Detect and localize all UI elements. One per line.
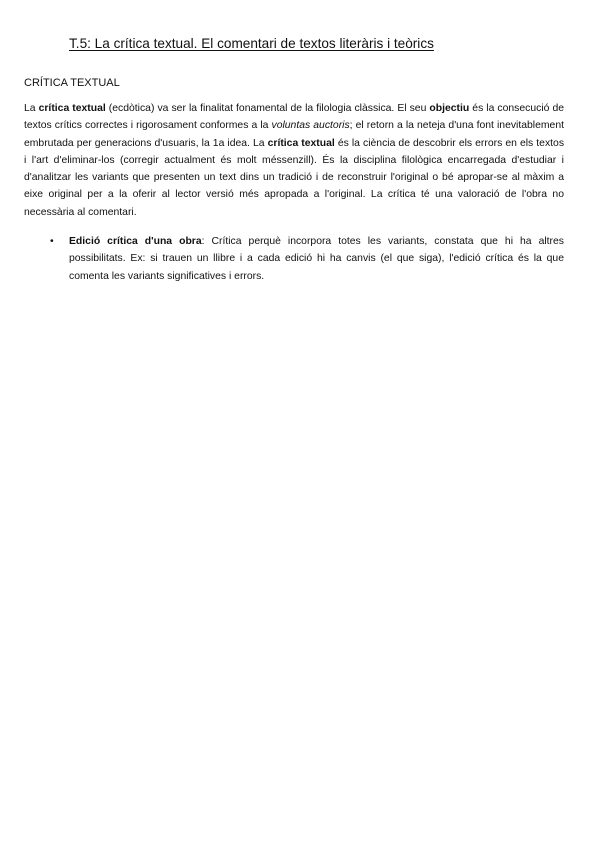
paragraph-text: és la consecució de textos crítics correctes i rigorosament conformes a la [24,103,564,132]
paragraph-text: ; el retorn a la neteja d'una font inevitablement embrutada per generacions d'usuaris, la 1a idea. La [24,120,564,149]
list-item-text: : Crítica perquè incorpora totes les variants, constata que hi ha altres possibilitats. Ex: si trauen un llibre i a cada edició hi ha canvis (el que siga), l'edició crítica és la que comenta les variants significatives i errors. [69,236,564,282]
body-paragraph [24,100,564,221]
paragraph-text: La [24,103,39,114]
paragraph-bold-term: objectiu [429,103,470,114]
bullet-list [50,233,564,285]
paragraph-italic-term: voluntas auctoris [271,120,350,132]
bullet-icon: • [50,236,54,247]
page-title: T.5: La crítica textual. El comentari de textos literàris i teòrics [69,36,434,51]
paragraph-bold-term: crítica textual [267,137,335,149]
section-heading: CRÍTICA TEXTUAL [24,77,120,89]
paragraph-text: és la ciència de descobrir els errors en els textos i l'art d'eliminar-los (corregir actualment és molt méssenzill). És la disciplina filològica encarregada d'estudiar i d'analitzar les variants que presenten un text dins un tradició i de reconstruir l'original o bé apropar-se al màxim a eixe original per a la oferir al lector versió més apropada a l'original. La crítica té una valoració de l'obra no necessària al comentari. [24,137,565,218]
paragraph-bold-term: crítica textual [38,103,106,114]
list-item-bold-term: Edició crítica d'una obra [69,236,202,247]
paragraph-text: (ecdòtica) va ser la finalitat fonamental de la filologia clàssica. El seu [105,103,430,114]
list-item [50,233,564,285]
